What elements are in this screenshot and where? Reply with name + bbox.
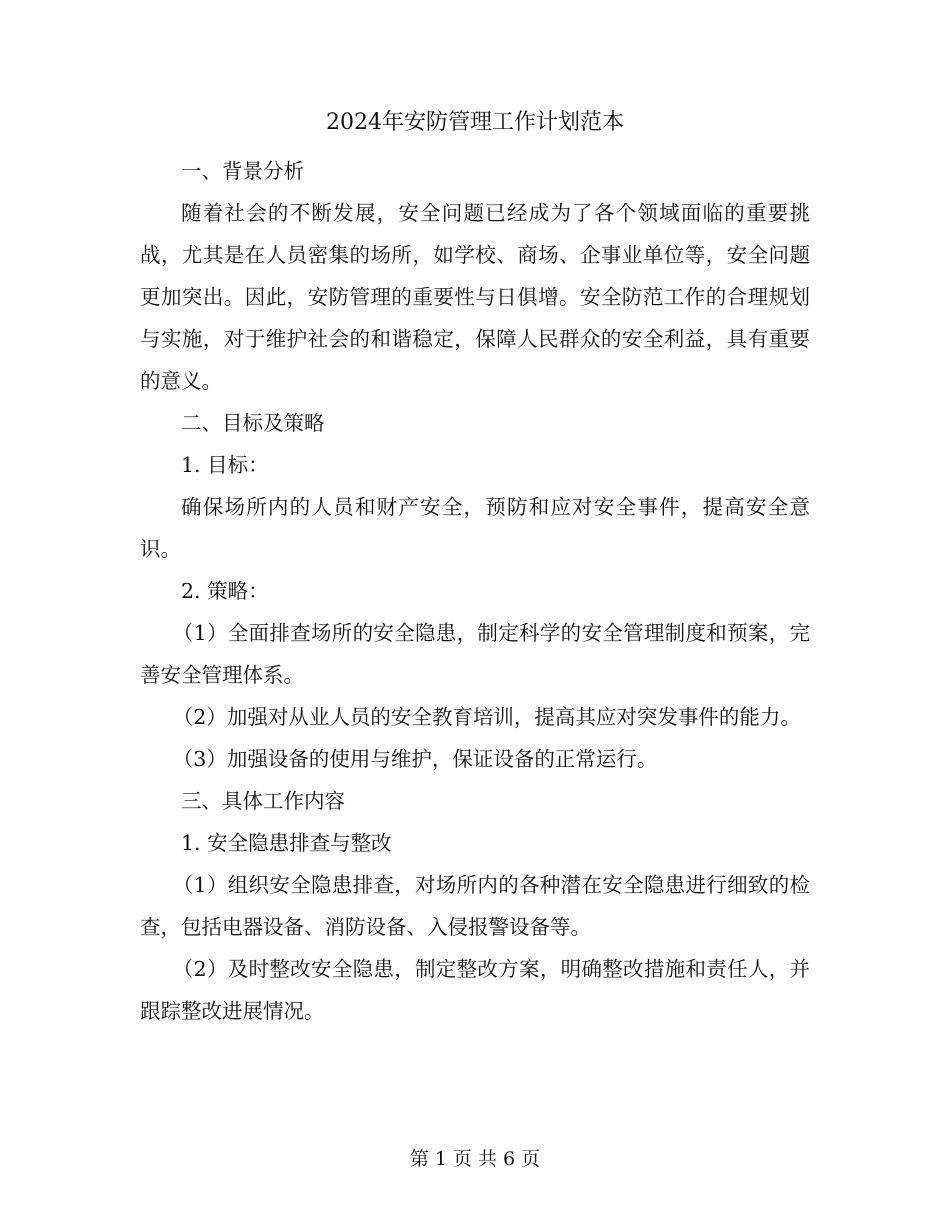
section-heading-goals: 二、目标及策略 [181, 411, 325, 435]
document-body [140, 150, 810, 1032]
document-title: 2024年安防管理工作计划范本 [326, 110, 624, 135]
subheading-strategy: 2. 策略： [181, 579, 269, 603]
section-heading-background: 一、背景分析 [181, 159, 304, 183]
subheading-goal: 1. 目标： [181, 453, 269, 477]
strategy-item-3: （3）加强设备的使用与维护，保证设备的正常运行。 [172, 747, 658, 771]
page-footer: 第 1 页 共 6 页 [409, 1148, 541, 1170]
goal-paragraph: 确保场所内的人员和财产安全，预防和应对安全事件，提高安全意识。 [140, 495, 810, 561]
hazard-item-2: （2）及时整改安全隐患，制定整改方案，明确整改措施和责任人，并跟踪整改进展情况。 [140, 957, 810, 1023]
subheading-hazard-check: 1. 安全隐患排查与整改 [181, 831, 392, 855]
background-paragraph: 随着社会的不断发展，安全问题已经成为了各个领域面临的重要挑战，尤其是在人员密集的场所，如学校、商场、企事业单位等，安全问题更加突出。因此，安防管理的重要性与日俱增。安全防范工作的合理规划与实施，对于维护社会的和谐稳定，保障人民群众的安全利益，具有重要的意义。 [140, 201, 810, 393]
section-heading-work-content: 三、具体工作内容 [181, 789, 345, 813]
hazard-item-1: （1）组织安全隐患排查，对场所内的各种潜在安全隐患进行细致的检查，包括电器设备、消防设备、入侵报警设备等。 [140, 873, 810, 939]
strategy-item-1: （1）全面排查场所的安全隐患，制定科学的安全管理制度和预案，完善安全管理体系。 [140, 621, 810, 687]
strategy-item-2: （2）加强对从业人员的安全教育培训，提高其应对突发事件的能力。 [172, 705, 801, 729]
